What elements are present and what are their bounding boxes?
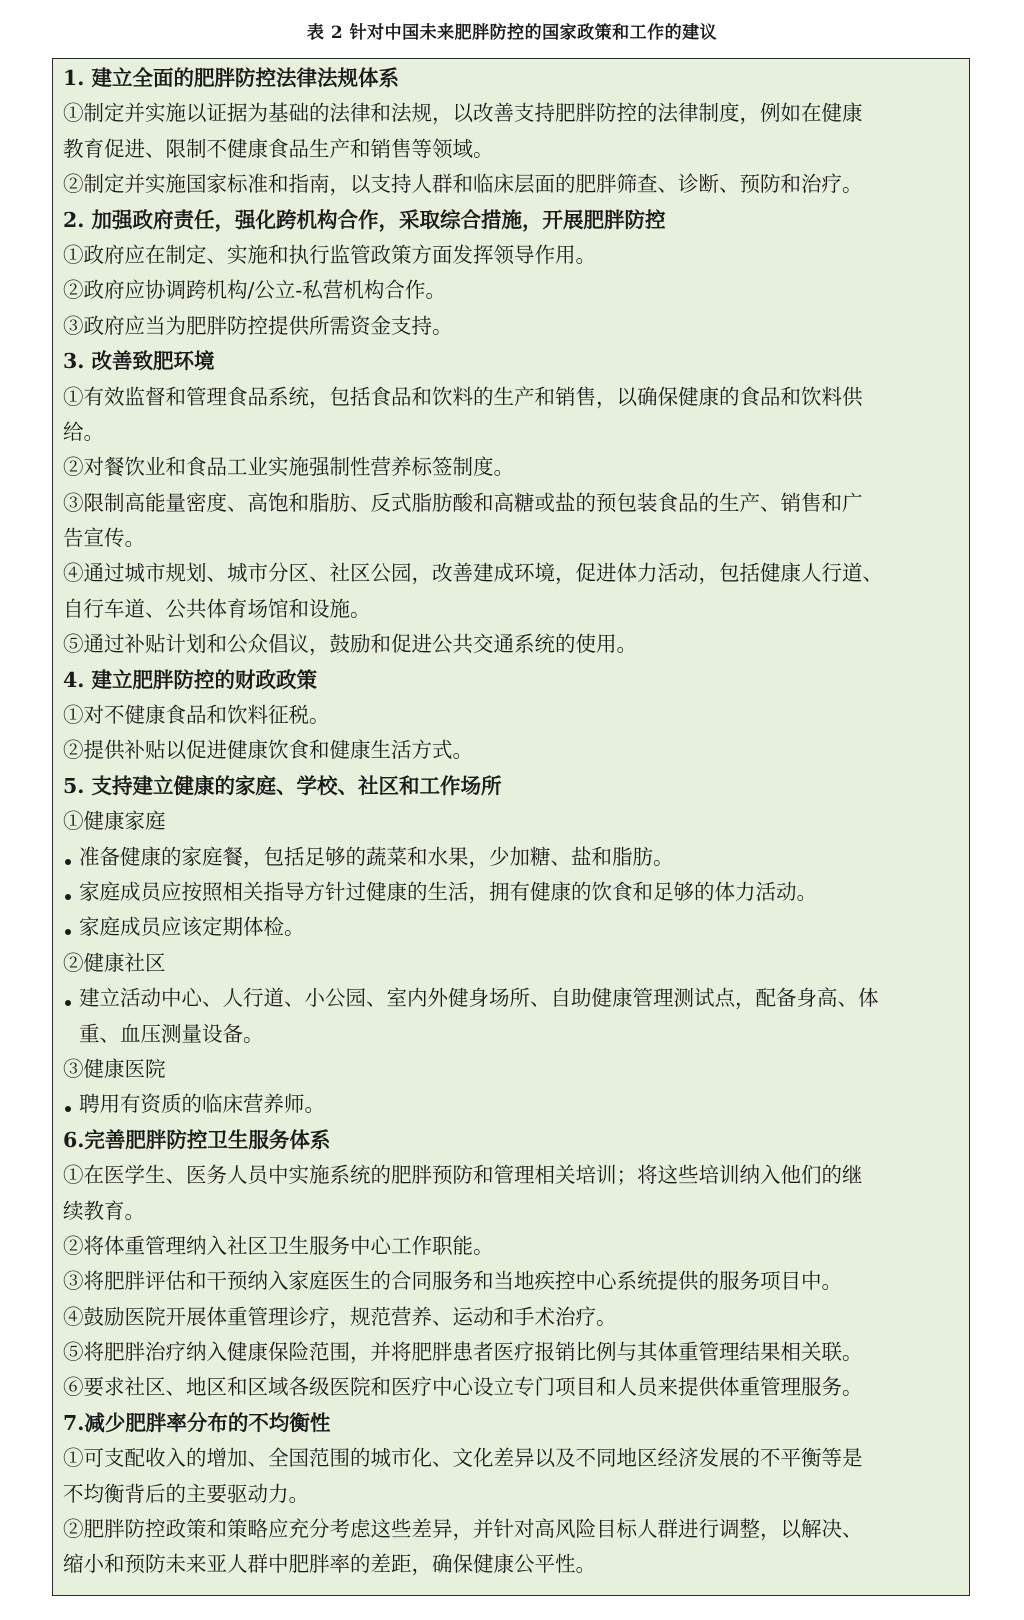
recommendation-line: 给。: [63, 419, 104, 444]
section-heading: 2. 加强政府责任，强化跨机构合作，采取综合措施，开展肥胖防控: [63, 207, 666, 232]
table-caption: 表 2 针对中国未来肥胖防控的国家政策和工作的建议: [306, 23, 718, 43]
recommendation-line: 缩小和预防未来亚人群中肥胖率的差距，确保健康公平性。: [63, 1552, 596, 1577]
recommendation-line: ①对不健康食品和饮料征税。: [63, 703, 330, 728]
recommendation-line: ②对餐饮业和食品工业实施强制性营养标签制度。: [63, 455, 514, 480]
bullet-item: 家庭成员应该定期体检。: [63, 910, 959, 945]
recommendation-line: ④通过城市规划、城市分区、社区公园，改善建成环境，促进体力活动，包括健康人行道、: [63, 561, 883, 586]
recommendation-line: ②将体重管理纳入社区卫生服务中心工作职能。: [63, 1233, 494, 1258]
section-heading: 1. 建立全面的肥胖防控法律法规体系: [63, 66, 400, 90]
recommendation-line: ⑤通过补贴计划和公众倡议，鼓励和促进公共交通系统的使用。: [63, 632, 637, 657]
bullet-item: 聘用有资质的临床营养师。: [63, 1087, 959, 1122]
bullet-item-continuation: 重、血压测量设备。: [79, 1021, 264, 1046]
bullet-item: 准备健康的家庭餐，包括足够的蔬菜和水果，少加糖、盐和脂肪。: [63, 840, 959, 875]
recommendation-line: ①政府应在制定、实施和执行监管政策方面发挥领导作用。: [63, 242, 596, 267]
recommendation-line: 教育促进、限制不健康食品生产和销售等领域。: [63, 136, 494, 161]
recommendations-table: [52, 58, 970, 1596]
recommendation-line: ①制定并实施以证据为基础的法律和法规，以改善支持肥胖防控的法律制度，例如在健康: [63, 101, 863, 126]
section-heading: 5. 支持建立健康的家庭、学校、社区和工作场所: [63, 773, 502, 798]
recommendation-line: ②肥胖防控政策和策略应充分考虑这些差异，并针对高风险目标人群进行调整，以解决、: [63, 1517, 863, 1542]
section-heading: 3. 改善致肥环境: [63, 349, 215, 374]
recommendation-line: ⑥要求社区、地区和区域各级医院和医疗中心设立专门项目和人员来提供体重管理服务。: [63, 1375, 863, 1400]
recommendation-line: ③限制高能量密度、高饱和脂肪、反式脂肪酸和高糖或盐的预包装食品的生产、销售和广: [63, 490, 863, 515]
recommendation-line: 自行车道、公共体育场馆和设施。: [63, 596, 371, 621]
recommendation-line: ①可支配收入的增加、全国范围的城市化、文化差异以及不同地区经济发展的不平衡等是: [63, 1446, 863, 1471]
recommendation-line: ⑤将肥胖治疗纳入健康保险范围，并将肥胖患者医疗报销比例与其体重管理结果相关联。: [63, 1340, 863, 1365]
recommendation-line: ③将肥胖评估和干预纳入家庭医生的合同服务和当地疾控中心系统提供的服务项目中。: [63, 1269, 842, 1294]
recommendation-line: ①有效监督和管理食品系统，包括食品和饮料的生产和销售，以确保健康的食品和饮料供: [63, 384, 863, 409]
recommendation-line: ②制定并实施国家标准和指南，以支持人群和临床层面的肥胖筛查、诊断、预防和治疗。: [63, 172, 863, 197]
section-heading: 7.减少肥胖率分布的不均衡性: [63, 1410, 331, 1435]
recommendation-line: ①在医学生、医务人员中实施系统的肥胖预防和管理相关培训；将这些培训纳入他们的继: [63, 1163, 863, 1188]
recommendation-line: 续教育。: [63, 1198, 145, 1223]
recommendation-line: ①健康家庭: [63, 809, 166, 834]
recommendation-line: ②政府应协调跨机构/公立-私营机构合作。: [63, 278, 446, 303]
recommendation-line: ②提供补贴以促进健康饮食和健康生活方式。: [63, 738, 473, 763]
bullet-item: 家庭成员应按照相关指导方针过健康的生活，拥有健康的饮食和足够的体力活动。: [63, 875, 959, 910]
recommendation-line: ③健康医院: [63, 1056, 166, 1081]
recommendation-line: 不均衡背后的主要驱动力。: [63, 1481, 309, 1506]
bullet-item: 建立活动中心、人行道、小公园、室内外健身场所、自助健康管理测试点，配备身高、体: [63, 981, 959, 1016]
recommendation-line: ③政府应当为肥胖防控提供所需资金支持。: [63, 313, 453, 338]
recommendation-line: ②健康社区: [63, 950, 166, 975]
section-heading: 4. 建立肥胖防控的财政政策: [63, 667, 318, 692]
section-heading: 6.完善肥胖防控卫生服务体系: [63, 1127, 331, 1152]
recommendation-line: 告宣传。: [63, 526, 145, 551]
recommendation-line: ④鼓励医院开展体重管理诊疗，规范营养、运动和手术治疗。: [63, 1304, 617, 1329]
